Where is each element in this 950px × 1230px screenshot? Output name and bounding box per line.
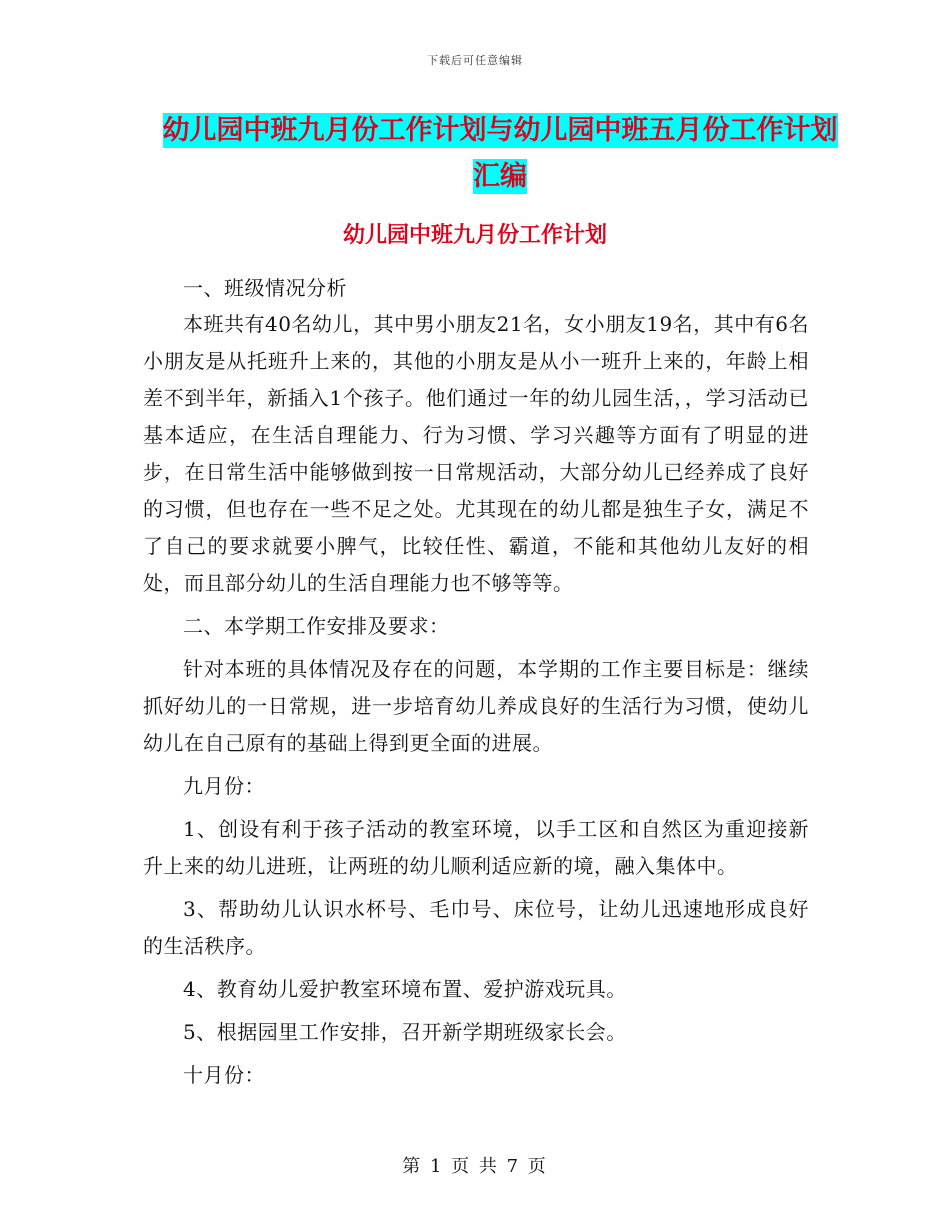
heading-semester-plan: 二、本学期工作安排及要求： [183,614,450,638]
document-body [143,270,809,1094]
paragraph-class-analysis: 本班共有40名幼儿，其中男小朋友21名，女小朋友19名，其中有6名小朋友是从托班升上来的，其他的小朋友是从小一班升上来的，年龄上相差不到半年，新插入1个孩子。他们通过一年的幼儿园生活，，学习活动已基本适应，在生活自理能力、行为习惯、学习兴趣等方面有了明显的进步，在日常生活中能够做到按一日常规活动，大部分幼儿已经养成了良好的习惯，但也存在一些不足之处。尤其现在的幼儿都是独生子女，满足不了自己的要求就要小脾气，比较任性、霸道，不能和其他幼儿友好的相处，而且部分幼儿的生活自理能力也不够等等。 [143,312,809,595]
page-number: 第 1 页 共 7 页 [402,1156,548,1177]
list-item-5: 5、根据园里工作安排，召开新学期班级家长会。 [183,1020,627,1044]
paragraph-semester-goals: 针对本班的具体情况及存在的问题，本学期的工作主要目标是：继续抓好幼儿的一日常规，进一步培育幼儿养成良好的生活行为习惯，使幼儿幼儿在自己原有的基础上得到更全面的进展。 [143,657,809,755]
section-title: 幼儿园中班九月份工作计划 [342,223,607,248]
list-item-1: 1、创设有利于孩子活动的教室环境，以手工区和自然区为重迎接新升上来的幼儿进班，让两班的幼儿顺利适应新的境，融入集体中。 [143,817,809,878]
heading-class-analysis: 一、班级情况分析 [183,276,347,300]
document-title [150,108,850,200]
heading-october: 十月份： [183,1063,265,1087]
document-title-text: 幼儿园中班九月份工作计划与幼儿园中班五月份工作计划汇编 [162,115,838,192]
header-note: 下载后可任意编辑 [427,54,523,67]
list-item-3: 3、帮助幼儿认识水杯号、毛巾号、床位号，让幼儿迅速地形成良好的生活秩序。 [143,897,809,958]
heading-september: 九月份： [183,774,265,798]
list-item-4: 4、教育幼儿爱护教室环境布置、爱护游戏玩具。 [183,977,627,1001]
